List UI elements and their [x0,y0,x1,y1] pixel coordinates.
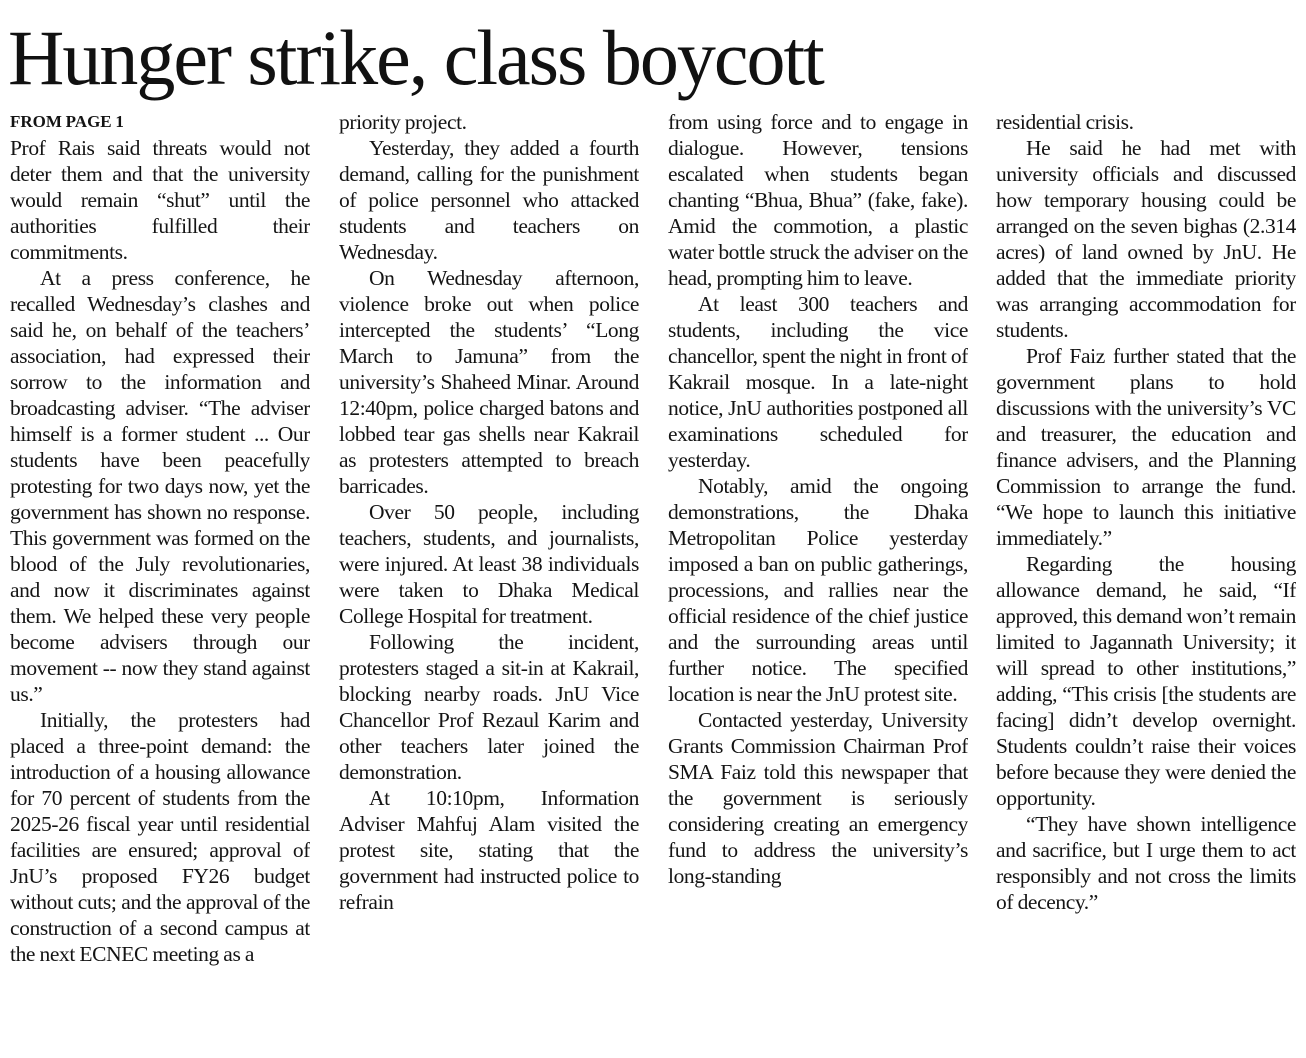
continuation-kicker: FROM PAGE 1 [10,112,124,131]
article-body [10,109,1296,1049]
paragraph: On Wednesday afternoon, violence broke out when police intercepted the students’ “Long March to Jamuna” from the university’s Shaheed Minar. Around 12:40pm, police charged batons and lobbed tear gas shells near Kakrail as protesters attempted to breach barricades. [339,266,639,498]
paragraph: Prof Faiz further stated that the government plans to hold discussions with the university’s VC and treasurer, the education and finance advisers, and the Planning Commission to arrange the fund. “We hope to launch this initiative immediately.” [996,344,1296,550]
article-column-3 [668,109,968,1049]
paragraph: Yesterday, they added a fourth demand, calling for the punishment of police personnel who attacked students and teachers on Wednesday. [339,136,639,264]
paragraph: Notably, amid the ongoing demonstrations, the Dhaka Metropolitan Police yesterday imposed a ban on public gatherings, processions, and rallies near the official residence of the chief justice and the surrounding areas until further notice. The specified location is near the JnU protest site. [668,474,968,706]
paragraph: Prof Rais said threats would not deter them and that the university would remain “shut” until the authorities fulfilled their commitments. [10,136,310,264]
paragraph: “They have shown intelligence and sacrifice, but I urge them to act responsibly and not cross the limits of decency.” [996,812,1296,914]
article-column-4 [996,109,1296,1049]
paragraph: Contacted yesterday, University Grants Commission Chairman Prof SMA Faiz told this newspaper that the government is seriously considering creating an emergency fund to address the university’s long-standing [668,708,968,888]
article-column-1 [10,109,310,1049]
article-column-2 [339,109,639,1049]
paragraph: At 10:10pm, Information Adviser Mahfuj Alam visited the protest site, stating that the government had instructed police to refrain [339,786,639,914]
paragraph: He said he had met with university officials and discussed how temporary housing could be arranged on the seven bighas (2.314 acres) of land owned by JnU. He added that the immediate priority was arranging accommodation for students. [996,136,1296,342]
paragraph: Over 50 people, including teachers, students, and journalists, were injured. At least 38 individuals were taken to Dhaka Medical College Hospital for treatment. [339,500,639,628]
headline: Hunger strike, class boycott [8,14,823,101]
paragraph: Regarding the housing allowance demand, he said, “If approved, this demand won’t remain limited to Jagannath University; it will spread to other institutions,” adding, “This crisis [the students are facing] didn’t develop overnight. Students couldn’t raise their voices before because they were denied the opportunity. [996,552,1296,810]
paragraph: Following the incident, protesters staged a sit-in at Kakrail, blocking nearby roads. JnU Vice Chancellor Prof Rezaul Karim and other teachers later joined the demonstration. [339,630,639,784]
paragraph: At least 300 teachers and students, including the vice chancellor, spent the night in front of Kakrail mosque. In a late-night notice, JnU authorities postponed all examinations scheduled for yesterday. [668,292,968,472]
paragraph: At a press conference, he recalled Wednesday’s clashes and said he, on behalf of the teachers’ association, had expressed their sorrow to the information and broadcasting adviser. “The adviser himself is a former student ... Our students have been peacefully protesting for two days now, yet the government has shown no response. This government was formed on the blood of the July revolutionaries, and now it discriminates against them. We helped these very people become advisers through our movement -- now they stand against us.” [10,266,310,706]
paragraph: Initially, the protesters had placed a three-point demand: the introduction of a housing allowance for 70 percent of students from the 2025-26 fiscal year until residential facilities are ensured; approval of JnU’s proposed FY26 budget without cuts; and the approval of the construction of a second campus at the next ECNEC meeting as a [10,708,310,966]
paragraph: residential crisis. [996,110,1134,134]
paragraph: priority project. [339,110,467,134]
paragraph: from using force and to engage in dialogue. However, tensions escalated when students began chanting “Bhua, Bhua” (fake, fake). Amid the commotion, a plastic water bottle struck the adviser on the head, prompting him to leave. [668,110,968,290]
